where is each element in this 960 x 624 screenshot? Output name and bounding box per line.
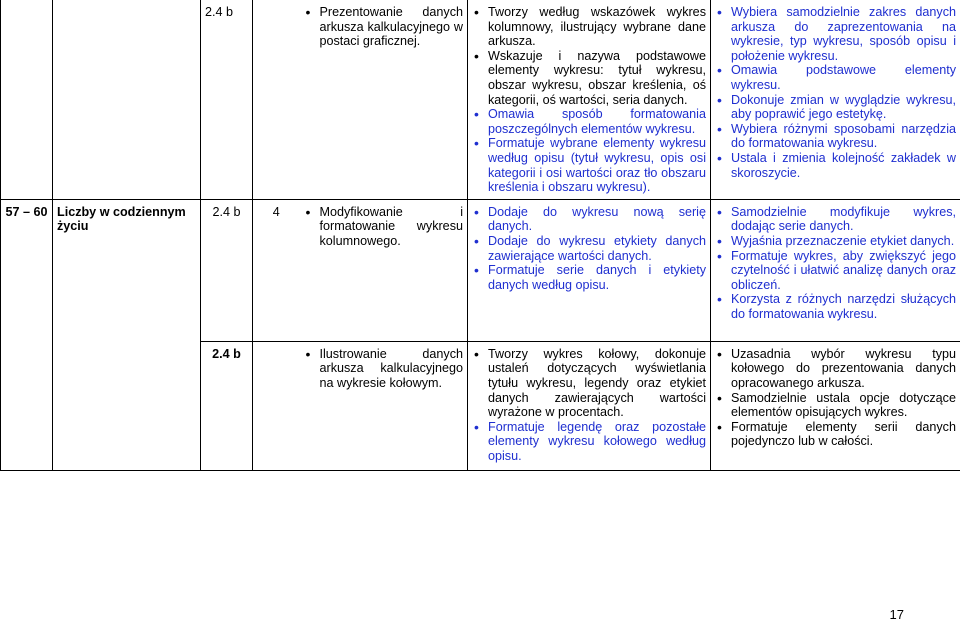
extended-requirements-cell [711,0,960,199]
requirement-item: • Dokonuje zmian w wyglądzie wykresu, aby poprawić jego estetykę. [715,93,956,122]
requirement-item: • Dodaje do wykresu etykiety danych zawierające wartości danych. [472,234,706,263]
basic-requirements-cell [468,341,711,470]
basic-requirements-cell [468,0,711,199]
topic-text: • Ilustrowanie danych arkusza kalkulacyjnego na wykresie kołowym. [304,347,464,391]
requirement-item: • Formatuje legendę oraz pozostałe elementy wykresu kołowego według opisu. [472,420,706,464]
page-number: 17 [889,607,904,622]
section-cell: 2.4 b [201,0,253,199]
table-row [1,199,960,341]
topic-cell [300,341,468,470]
table-row [1,0,960,199]
requirement-item: • Formatuje elementy serii danych pojedynczo lub w całości. [715,420,956,449]
requirement-item: • Tworzy wykres kołowy, dokonuje ustaleń dotyczących wyświetlania tytułu wykresu, legendy oraz etykiet danych zawierających wartości wyrażone w procentach. [472,347,706,420]
requirement-item: • Formatuje serie danych i etykiety danych według opisu. [472,263,706,292]
requirement-item: • Dodaje do wykresu nową serię danych. [472,205,706,234]
lessons-cell [1,0,53,199]
topic-text: • Modyfikowanie i formatowanie wykresu kolumnowego. [304,205,464,249]
requirement-item: • Samodzielnie ustala opcje dotyczące elementów opisujących wykres. [715,391,956,420]
requirement-item: • Samodzielnie modyfikuje wykres, dodając serie danych. [715,205,956,234]
basic-requirements-cell [468,199,711,341]
requirement-item: • Wybiera różnymi sposobami narzędzia do formatowania wykresu. [715,122,956,151]
requirement-item: • Wyjaśnia przeznaczenie etykiet danych. [715,234,956,249]
requirement-item: • Omawia sposób formatowania poszczególnych elementów wykresu. [472,107,706,136]
section-cell: 2.4 b [201,341,253,470]
hours-cell: 4 [253,199,300,341]
requirement-item: • Wybiera samodzielnie zakres danych arkusza do zaprezentowania na wykresie, typ wykresu, sposób opisu i położenie wykresu. [715,5,956,63]
lessons-cell [1,341,53,470]
unit-cell: Liczby w codziennym życiu [53,199,201,341]
lessons-cell: 57 – 60 [1,199,53,341]
requirement-item: • Omawia podstawowe elementy wykresu. [715,63,956,92]
topic-cell [300,199,468,341]
topic-text: • Prezentowanie danych arkusza kalkulacyjnego w postaci graficznej. [304,5,464,49]
requirement-item: • Formatuje wybrane elementy wykresu według opisu (tytuł wykresu, opis osi kategorii i osi wartości oraz tło obszaru kreślenia i obszaru wykresu). [472,136,706,194]
requirement-item: • Tworzy według wskazówek wykres kolumnowy, ilustrujący wybrane dane arkusza. [472,5,706,49]
requirement-item: • Formatuje wykres, aby zwiększyć jego czytelność i ułatwić analizę danych oraz obliczeń. [715,249,956,293]
requirement-item: • Uzasadnia wybór wykresu typu kołowego do prezentowania danych opracowanego arkusza. [715,347,956,391]
topic-cell [300,0,468,199]
requirement-item: • Korzysta z różnych narzędzi służących do formatowania wykresu. [715,292,956,321]
unit-cell [53,0,201,199]
requirement-item: • Ustala i zmienia kolejność zakładek w skoroszycie. [715,151,956,180]
hours-cell [253,0,300,199]
hours-cell [253,341,300,470]
unit-cell [53,341,201,470]
extended-requirements-cell [711,341,960,470]
extended-requirements-cell [711,199,960,341]
requirement-item: • Wskazuje i nazywa podstawowe elementy wykresu: tytuł wykresu, obszar wykresu, obszar kreślenia, oś kategorii, oś wartości, seria danych. [472,49,706,107]
table-row [1,341,960,470]
section-cell: 2.4 b [201,199,253,341]
